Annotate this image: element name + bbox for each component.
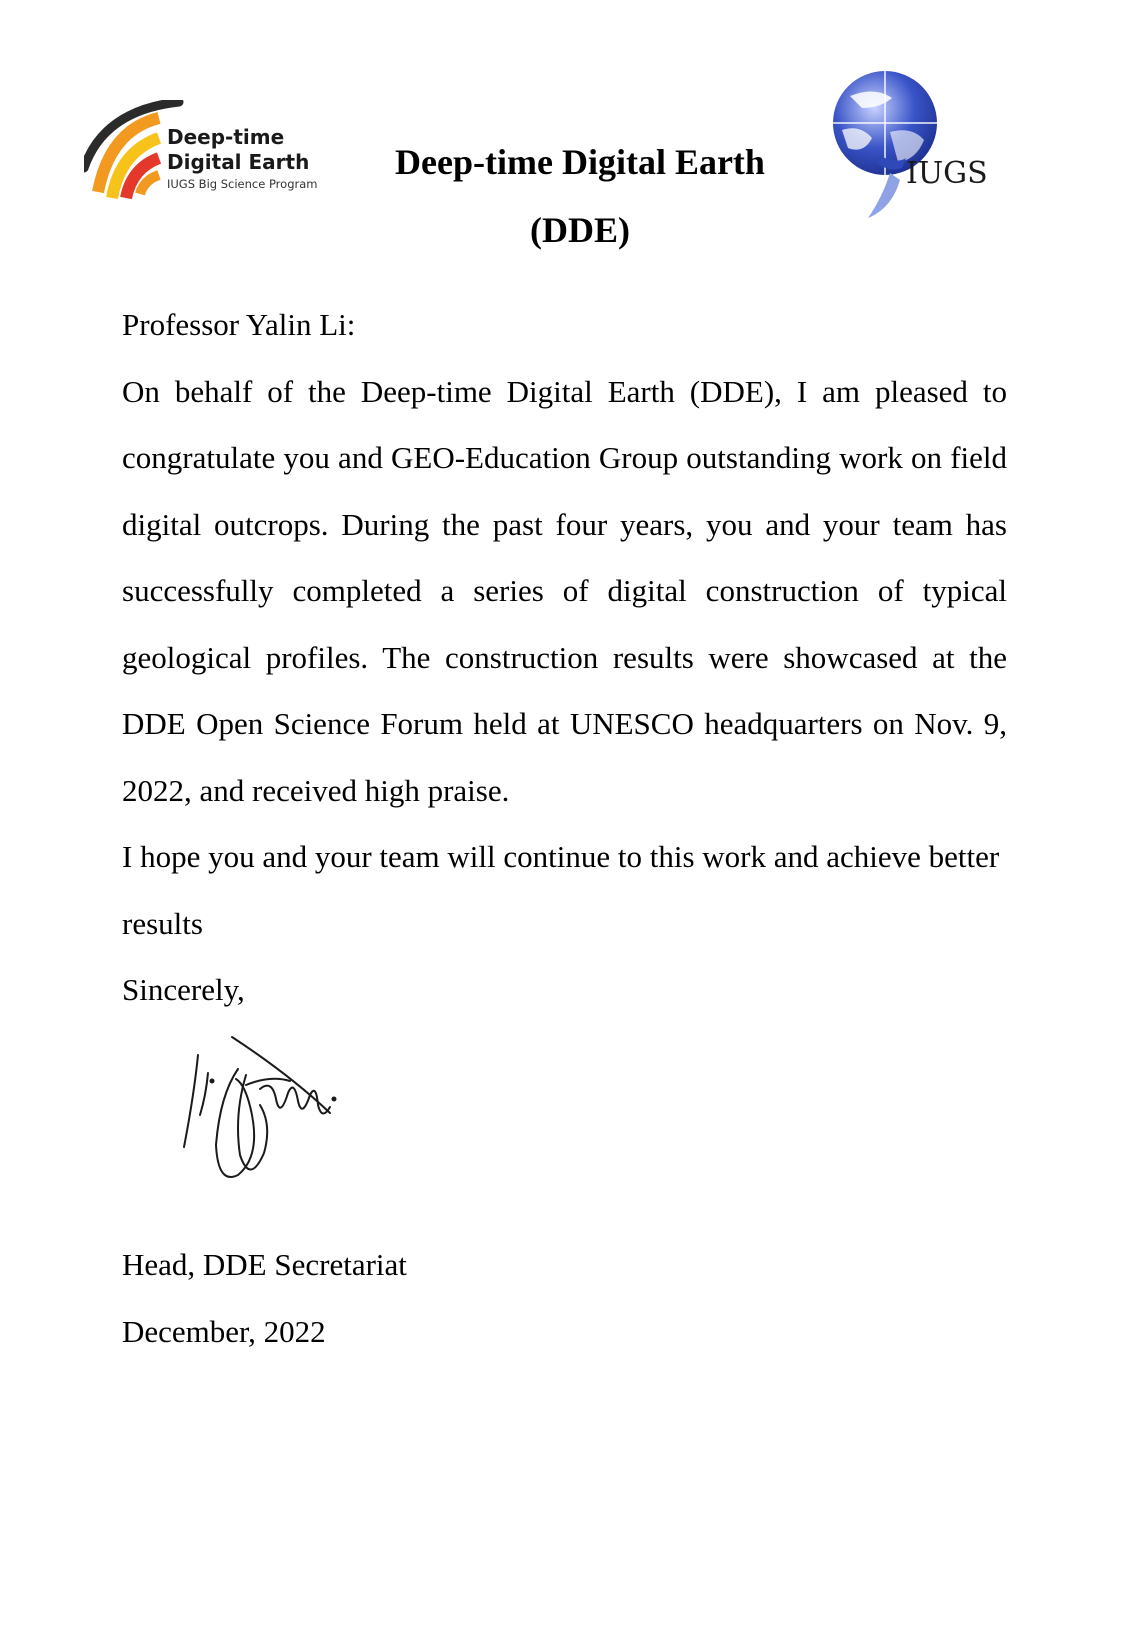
title-line2: (DDE)	[530, 210, 630, 250]
letter-date: December, 2022	[122, 1313, 326, 1349]
signatory-role: Head, DDE Secretariat	[122, 1247, 407, 1282]
signature-stroke	[260, 1086, 330, 1114]
dde-logo	[84, 100, 334, 220]
title-line1: Deep-time Digital Earth	[395, 142, 765, 182]
paragraph-hope: I hope you and your team will continue to this work and achieve better results	[122, 839, 1000, 941]
letter-body	[122, 292, 1007, 1024]
atlas-figure	[868, 173, 900, 218]
sign-off: Sincerely,	[122, 972, 245, 1007]
dde-logo-line1: Deep-time	[167, 125, 285, 149]
dde-logo-graphic	[84, 100, 334, 220]
salutation: Professor Yalin Li:	[122, 307, 356, 342]
dde-arc-inner	[140, 175, 159, 194]
signature-stroke	[184, 1055, 198, 1147]
signature-stroke	[216, 1069, 254, 1177]
signature-stroke	[246, 1079, 290, 1085]
iugs-globe-icon	[820, 68, 1020, 238]
signature-dot	[211, 1080, 214, 1083]
paragraph-main: On behalf of the Deep-time Digital Earth (DDE), I am pleased to congratulate you and GEO-Education Group outstanding work on field digital outcrops. During the past four years, you and your team has successfully completed a series of digital construction of typical geological profiles. The construction results were showcased at the DDE Open Science Forum held at UNESCO headquarters on Nov. 9, 2022, and received high praise.	[122, 373, 1007, 808]
signature	[180, 1035, 360, 1195]
dde-logo-subtitle: IUGS Big Science Program	[167, 177, 318, 191]
closing-block	[122, 1232, 407, 1365]
iugs-logo	[820, 68, 1020, 238]
page-title	[360, 128, 800, 264]
signature-dot	[333, 1098, 336, 1101]
signature-graphic	[180, 1035, 360, 1195]
letterhead	[0, 0, 1135, 260]
signature-stroke	[200, 1073, 208, 1115]
iugs-logo-text: IUGS	[906, 156, 988, 191]
dde-logo-line2: Digital Earth	[167, 150, 310, 174]
